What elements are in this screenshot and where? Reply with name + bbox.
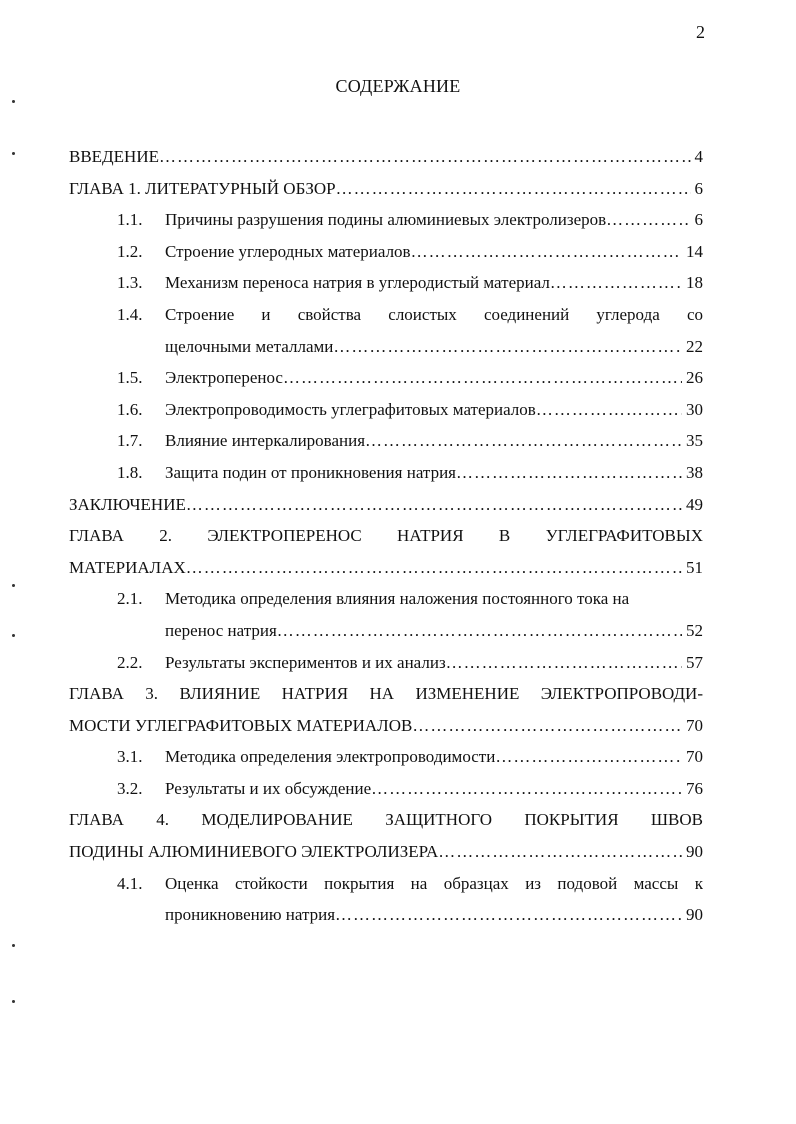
toc-entry-text: Результаты экспериментов и их анализ <box>165 652 446 672</box>
toc-entry-text-line2: щелочными металлами <box>165 336 334 356</box>
scan-speck <box>12 1000 15 1003</box>
leader-dots <box>446 647 682 679</box>
toc-entry-text-line2: МАТЕРИАЛАХ <box>69 557 186 577</box>
toc-entry-text-line1: Методика определения влияния наложения постоянного тока на <box>165 589 630 609</box>
toc-entry-number: 4.1. <box>117 873 143 893</box>
toc-entry-number: 1.6. <box>117 399 143 419</box>
toc-entry-1-3 <box>69 267 703 299</box>
toc-entry-text: Результаты и их обсуждение <box>165 778 372 798</box>
toc-entry-1-6 <box>69 394 703 426</box>
toc-entry-text: ГЛАВА 1. ЛИТЕРАТУРНЫЙ ОБЗОР <box>69 178 336 198</box>
leader-dots <box>336 173 691 205</box>
toc-entry-text: Электропроводимость углеграфитовых материалов <box>165 399 536 419</box>
toc-entry-number: 3.1. <box>117 747 143 767</box>
toc-entry-number: 1.5. <box>117 368 143 388</box>
toc-entry-text-line1: ГЛАВА 4. МОДЕЛИРОВАНИЕ ЗАЩИТНОГО ПОКРЫТИЯ ШВОВ <box>69 810 703 830</box>
toc-entry-chapter-4 <box>69 804 703 836</box>
toc-entry-page: 38 <box>686 462 703 482</box>
toc-entry-text: ЗАКЛЮЧЕНИЕ <box>69 494 186 514</box>
leader-dots <box>438 836 682 868</box>
toc-entry-intro <box>69 141 703 173</box>
toc-entry-page: 49 <box>686 494 703 514</box>
toc-entry-number: 2.2. <box>117 652 143 672</box>
leader-dots <box>186 552 682 584</box>
toc-entry-text-line2: ПОДИНЫ АЛЮМИНИЕВОГО ЭЛЕКТРОЛИЗЕРА <box>69 842 439 862</box>
toc-entry-text: Защита подин от проникновения натрия <box>165 462 456 482</box>
toc-entry-1-4 <box>69 299 703 331</box>
toc-entry-chapter-2-cont <box>69 552 703 584</box>
toc-entry-page: 51 <box>686 557 703 577</box>
toc-entry-page: 76 <box>686 778 703 798</box>
table-of-contents <box>69 141 703 931</box>
toc-entry-1-4-cont <box>69 331 703 363</box>
toc-entry-number: 1.1. <box>117 210 143 230</box>
toc-entry-page: 90 <box>686 905 703 925</box>
page-title: СОДЕРЖАНИЕ <box>335 76 461 96</box>
leader-dots <box>550 267 682 299</box>
toc-entry-page: 57 <box>686 652 703 672</box>
toc-entry-chapter-4-cont <box>69 836 703 868</box>
toc-entry-page: 35 <box>686 431 703 451</box>
leader-dots <box>371 773 682 805</box>
toc-entry-page: 6 <box>694 210 703 230</box>
toc-entry-2-2 <box>69 647 703 679</box>
toc-entry-chapter-2 <box>69 520 703 552</box>
toc-entry-text: Методика определения электропроводимости <box>165 747 496 767</box>
leader-dots <box>456 457 682 489</box>
leader-dots <box>335 899 682 931</box>
toc-entry-1-2 <box>69 236 703 268</box>
toc-entry-3-1 <box>69 741 703 773</box>
toc-entry-page: 90 <box>686 842 703 862</box>
toc-entry-text: ВВЕДЕНИЕ <box>69 147 159 166</box>
leader-dots <box>283 362 682 394</box>
toc-entry-page: 52 <box>686 620 703 640</box>
leader-dots <box>186 489 682 521</box>
scan-speck <box>12 944 15 947</box>
leader-dots <box>365 425 682 457</box>
toc-entry-2-1-cont <box>69 615 703 647</box>
toc-entry-page: 70 <box>686 747 703 767</box>
toc-entry-number: 1.4. <box>117 304 143 324</box>
toc-entry-number: 3.2. <box>117 778 143 798</box>
toc-entry-1-8 <box>69 457 703 489</box>
toc-entry-number: 2.1. <box>117 589 143 609</box>
scan-speck <box>12 100 15 103</box>
toc-entry-conclusion <box>69 489 703 521</box>
toc-entry-number: 1.2. <box>117 241 143 261</box>
toc-entry-page: 22 <box>686 336 703 356</box>
leader-dots <box>606 204 690 236</box>
toc-entry-page: 26 <box>686 368 703 388</box>
toc-entry-text-line2: проникновению натрия <box>165 905 336 925</box>
toc-entry-2-1 <box>69 583 703 615</box>
toc-entry-text-line2: МОСТИ УГЛЕГРАФИТОВЫХ МАТЕРИАЛОВ <box>69 715 413 735</box>
scan-speck <box>12 152 15 155</box>
toc-entry-4-1-cont <box>69 899 703 931</box>
toc-entry-number: 1.3. <box>117 273 143 293</box>
toc-entry-page: 70 <box>686 715 703 735</box>
toc-entry-number: 1.7. <box>117 431 143 451</box>
leader-dots <box>536 394 682 426</box>
toc-entry-text: Причины разрушения подины алюминиевых электролизеров <box>165 210 607 230</box>
toc-entry-text: Влияние интеркалирования <box>165 431 366 451</box>
toc-entry-text-line1: ГЛАВА 2. ЭЛЕКТРОПЕРЕНОС НАТРИЯ В УГЛЕГРАФИТОВЫХ <box>69 526 703 546</box>
leader-dots <box>277 615 682 647</box>
toc-entry-text-line1: ГЛАВА 3. ВЛИЯНИЕ НАТРИЯ НА ИЗМЕНЕНИЕ ЭЛЕКТРОПРОВОДИ- <box>69 684 703 704</box>
page-number: 2 <box>696 22 705 42</box>
leader-dots <box>412 710 682 742</box>
toc-entry-chapter-3 <box>69 678 703 710</box>
leader-dots <box>333 331 682 363</box>
toc-entry-1-1 <box>69 204 703 236</box>
toc-entry-page: 30 <box>686 399 703 419</box>
scan-speck <box>12 584 15 587</box>
toc-entry-text-line1: Оценка стойкости покрытия на образцах из подовой массы к <box>165 873 703 893</box>
toc-entry-text-line2: перенос натрия <box>165 620 277 640</box>
toc-entry-page: 4 <box>694 147 703 166</box>
leader-dots <box>159 141 691 173</box>
toc-entry-page: 14 <box>686 241 703 261</box>
toc-entry-number: 1.8. <box>117 462 143 482</box>
toc-entry-3-2 <box>69 773 703 805</box>
toc-entry-text: Строение углеродных материалов <box>165 241 411 261</box>
toc-entry-text-line1: Строение и свойства слоистых соединений углерода со <box>165 304 703 324</box>
toc-entry-text: Электроперенос <box>165 368 283 388</box>
toc-entry-4-1 <box>69 868 703 900</box>
toc-entry-1-5 <box>69 362 703 394</box>
toc-entry-page: 18 <box>686 273 703 293</box>
leader-dots <box>411 236 682 268</box>
toc-entry-page: 6 <box>694 178 703 198</box>
toc-entry-text: Механизм переноса натрия в углеродистый материал <box>165 273 550 293</box>
leader-dots <box>495 741 682 773</box>
toc-entry-1-7 <box>69 425 703 457</box>
toc-entry-chapter-1 <box>69 173 703 205</box>
scan-speck <box>12 634 15 637</box>
toc-entry-chapter-3-cont <box>69 710 703 742</box>
